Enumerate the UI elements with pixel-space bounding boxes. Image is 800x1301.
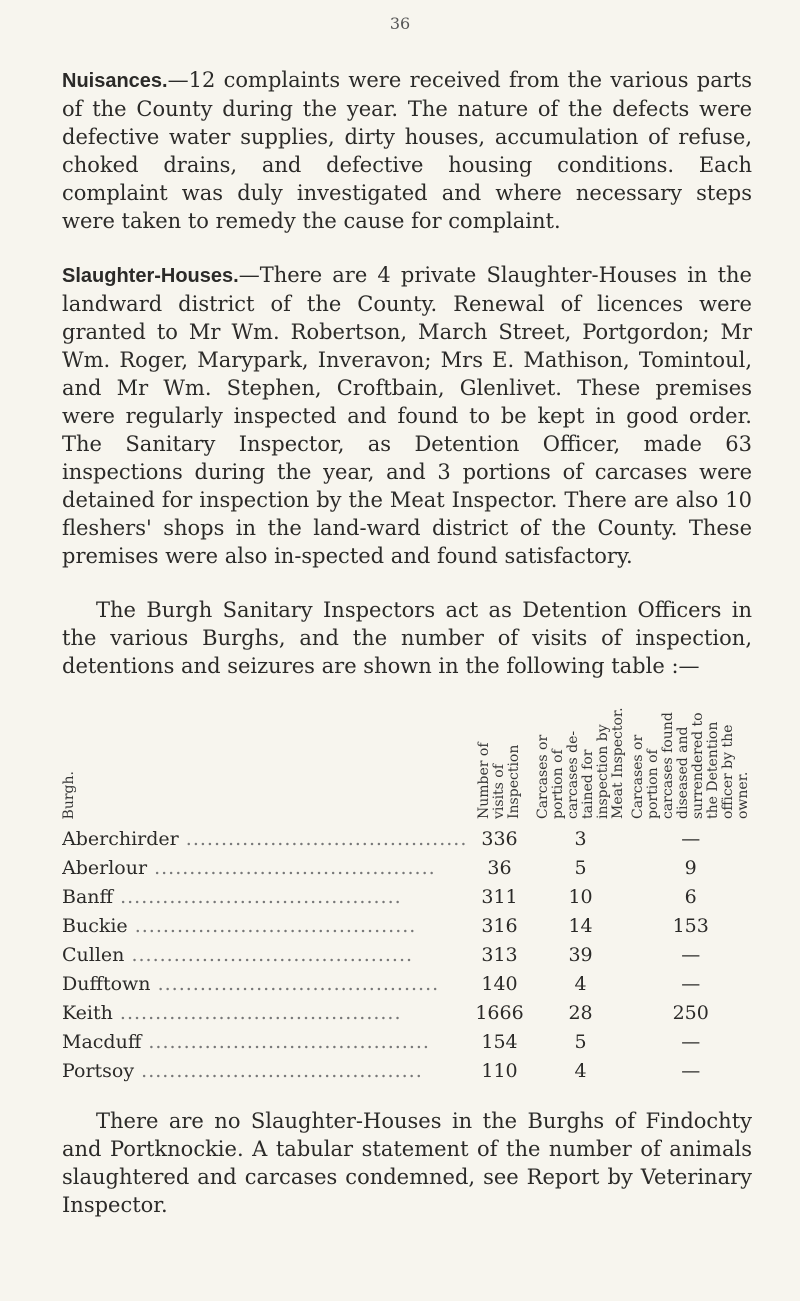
visits-cell-text: 336 (481, 827, 518, 850)
visits-cell (467, 1056, 531, 1085)
visits-cell-text: 313 (481, 943, 518, 966)
header-detained (532, 706, 630, 824)
detained-cell-text: 4 (574, 972, 587, 995)
burgh-name-cell-text: Macduff (62, 1030, 142, 1053)
visits-cell-text: 316 (481, 914, 518, 937)
detained-cell-text: 3 (574, 827, 587, 850)
surrendered-cell (629, 940, 752, 969)
detained-cell-text: 28 (568, 1001, 593, 1024)
surrendered-cell (629, 1056, 752, 1085)
leader-dots: ........................................ (141, 1030, 430, 1053)
visits-cell-text: 140 (481, 972, 518, 995)
leader-dots: ........................................ (150, 972, 440, 995)
surrendered-cell (629, 824, 752, 853)
table-header-row (62, 706, 752, 824)
leader-dots: ........................................ (134, 1059, 423, 1082)
surrendered-cell-text: — (681, 1030, 701, 1053)
visits-cell-text: 154 (481, 1030, 518, 1053)
detained-cell (532, 1056, 630, 1085)
burgh-name-cell (62, 911, 467, 940)
header-detained-label: Carcases or portion of carcases de-tained for inspection by Meat Inspector. (534, 707, 626, 819)
burgh-name-cell-text: Aberchirder (62, 827, 179, 850)
document-body (62, 66, 752, 1245)
surrendered-cell (629, 853, 752, 882)
leader-dots: ........................................ (178, 827, 468, 850)
surrendered-cell-text: — (681, 1059, 701, 1082)
leader-dots: ........................................ (112, 1001, 402, 1024)
table-row (62, 940, 752, 969)
detained-cell-text: 10 (568, 885, 593, 908)
surrendered-cell-text: 153 (672, 914, 709, 937)
burgh-name-cell (62, 853, 467, 882)
visits-cell-text: 36 (487, 856, 512, 879)
table-row (62, 824, 752, 853)
detained-cell (532, 998, 630, 1027)
table-row (62, 1056, 752, 1085)
surrendered-cell-text: — (681, 827, 701, 850)
visits-cell (467, 998, 531, 1027)
detained-cell (532, 969, 630, 998)
detained-cell (532, 1027, 630, 1056)
detained-cell-text: 5 (574, 856, 587, 879)
header-burgh-label: Burgh. (61, 770, 77, 819)
slaughter-houses-text: —There are 4 private Slaughter-Houses in the landward district of the County. Renewal of licences were granted to Mr Wm. Robertson, March Street, Portgordon; Mr Wm. Roger, Marypark, Inveravon; Mrs E. Mathison, Tomintoul, and Mr Wm. Stephen, Croftbain, Glenlivet. These premises were regularly inspected and found to be kept in good order. The Sanitary Inspector, as Detention Officer, made 63 inspections during the year, and 3 portions of carcases were detained for inspection by the Meat Inspector. There are also 10 fleshers' shops in the land-ward district of the County. These premises were also in-spected and found satisfactory. (62, 263, 752, 568)
visits-cell-text: 1666 (475, 1001, 524, 1024)
burgh-name-cell (62, 1056, 467, 1085)
visits-cell (467, 1027, 531, 1056)
table-row (62, 853, 752, 882)
detained-cell-text: 39 (568, 943, 593, 966)
surrendered-cell-text: 6 (684, 885, 697, 908)
surrendered-cell (629, 969, 752, 998)
burgh-name-cell (62, 998, 467, 1027)
detained-cell-text: 5 (574, 1030, 587, 1053)
leader-dots: ........................................ (127, 914, 417, 937)
surrendered-cell (629, 882, 752, 911)
burgh-name-cell (62, 824, 467, 853)
table-row (62, 911, 752, 940)
header-visits-label: Number of visits of Inspection (476, 742, 523, 819)
surrendered-cell (629, 1027, 752, 1056)
visits-cell (467, 882, 531, 911)
burgh-name-cell-text: Buckie (62, 914, 128, 937)
burgh-name-cell-text: Dufftown (62, 972, 151, 995)
nuisances-heading: Nuisances. (62, 70, 168, 92)
visits-cell (467, 824, 531, 853)
surrendered-cell-text: — (681, 972, 701, 995)
burgh-name-cell-text: Cullen (62, 943, 125, 966)
closing-paragraph: There are no Slaughter-Houses in the Burghs of Findochty and Portknockie. A tabular statement of the number of animals slaughtered and carcases condemned, see Report by Veterinary Inspector. (62, 1109, 752, 1217)
visits-cell (467, 853, 531, 882)
burgh-intro-paragraph: The Burgh Sanitary Inspectors act as Detention Officers in the various Burghs, and the number of visits of inspection, detentions and seizures are shown in the following table :— (62, 598, 752, 678)
detained-cell (532, 940, 630, 969)
surrendered-cell-text: — (681, 943, 701, 966)
visits-cell (467, 911, 531, 940)
surrendered-cell (629, 911, 752, 940)
table-row (62, 882, 752, 911)
burgh-name-cell-text: Banff (62, 885, 114, 908)
leader-dots: ........................................ (124, 943, 414, 966)
detained-cell-text: 14 (568, 914, 593, 937)
page-number: 36 (389, 14, 411, 33)
header-visits (467, 706, 531, 824)
detained-cell (532, 911, 630, 940)
burgh-name-cell-text: Portsoy (62, 1059, 135, 1082)
burgh-name-cell (62, 1027, 467, 1056)
visits-cell-text: 311 (481, 885, 518, 908)
leader-dots: ........................................ (113, 885, 402, 908)
table-row (62, 998, 752, 1027)
header-surrendered (629, 706, 752, 824)
burgh-name-cell (62, 940, 467, 969)
detained-cell-text: 4 (574, 1059, 587, 1082)
header-surrendered-label: Carcases or portion of carcases found diseased and surrendered to the Detention officer by the owner. (629, 712, 751, 819)
table-row (62, 969, 752, 998)
surrendered-cell (629, 998, 752, 1027)
visits-cell (467, 940, 531, 969)
burgh-name-cell-text: Keith (62, 1001, 113, 1024)
detained-cell (532, 824, 630, 853)
burgh-name-cell (62, 882, 467, 911)
leader-dots: ........................................ (147, 856, 436, 879)
nuisances-text: —12 complaints were received from the various parts of the County during the year. The nature of the defects were defective water supplies, dirty houses, accumulation of refuse, choked drains, and defective housing conditions. Each complaint was duly investigated and where necessary steps were taken to remedy the cause for complaint. (62, 68, 752, 233)
surrendered-cell-text: 250 (672, 1001, 709, 1024)
detained-cell (532, 853, 630, 882)
visits-cell (467, 969, 531, 998)
surrendered-cell-text: 9 (684, 856, 697, 879)
nuisances-paragraph (62, 66, 752, 235)
header-burgh (62, 706, 467, 824)
burgh-inspection-table (62, 706, 752, 1085)
slaughter-houses-heading: Slaughter-Houses. (62, 265, 239, 287)
visits-cell-text: 110 (481, 1059, 518, 1082)
burgh-name-cell (62, 969, 467, 998)
slaughter-houses-paragraph (62, 261, 752, 570)
detained-cell (532, 882, 630, 911)
table-row (62, 1027, 752, 1056)
burgh-name-cell-text: Aberlour (62, 856, 148, 879)
